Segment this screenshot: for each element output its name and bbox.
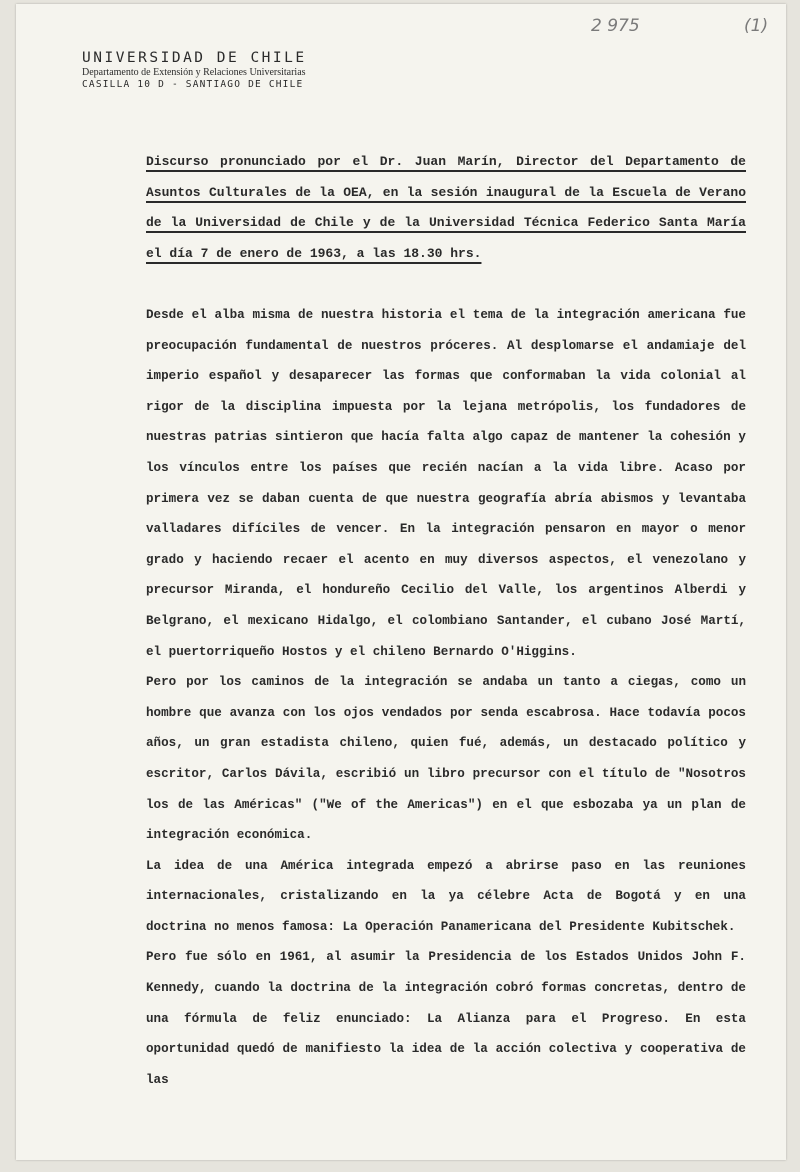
- page-marker: (1): [744, 16, 769, 36]
- paragraph: Pero por los caminos de la integración se andaba un tanto a ciegas, como un hombre que avanza con los ojos vendados por senda escabrosa. Hace todavía pocos años, un gran estadista chileno, quien fué, además, un destacado político y escritor, Carlos Dávila, escribió un libro precursor con el título de "Nosotros los de las Américas" ("We of the Americas") en el que esbozaba ya un plan de integración económica.: [146, 675, 746, 843]
- paragraph: La idea de una América integrada empezó a abrirse paso en las reuniones internacionales, cristalizando en la ya célebre Acta de Bogotá y en una doctrina no menos famosa: La Operación Panamericana del Presidente Kubitschek.: [146, 858, 746, 934]
- speech-body: [146, 300, 746, 1095]
- letterhead-university: UNIVERSIDAD DE CHILE: [82, 50, 307, 66]
- speech-heading: [146, 147, 746, 269]
- letterhead-address: CASILLA 10 D - SANTIAGO DE CHILE: [82, 79, 304, 90]
- speech-heading-text: Discurso pronunciado por el Dr. Juan Marín, Director del Departamento de Asuntos Culturales de la OEA, en la sesión inaugural de la Escuela de Verano de la Universidad de Chile y de la Universidad Técnica Federico Santa María el día 7 de enero de 1963, a las 18.30 hrs.: [146, 154, 746, 261]
- paragraph: Desde el alba misma de nuestra historia el tema de la integración americana fue preocupación fundamental de nuestros próceres. Al desplomarse el andamiaje del imperio español y desaparecer las formas que conformaban la vida colonial al rigor de la disciplina impuesta por la lejana metrópolis, los fundadores de nuestras patrias sintieron que hacía falta algo capaz de mantener la cohesión y los vínculos entre los países que recién nacían a la vida libre. Acaso por primera vez se daban cuenta de que nuestra geografía abría abismos y levantaba valladares difíciles de vencer. En la integración pensaron en mayor o menor grado y haciendo recaer el acento en muy diversos aspectos, el venezolano y precursor Miranda, el hondureño Cecilio del Valle, los argentinos Alberdi y Belgrano, el mexicano Hidalgo, el colombiano Santander, el cubano José Martí, el puertorriqueño Hostos y el chileno Bernardo O'Higgins.: [146, 308, 746, 659]
- paragraph: Pero fue sólo en 1961, al asumir la Presidencia de los Estados Unidos John F. Kennedy, cuando la doctrina de la integración cobró formas concretas, dentro de una fórmula de feliz enunciado: La Alianza para el Progreso. En esta oportunidad quedó de manifiesto la idea de la acción colectiva y cooperativa de las: [146, 950, 746, 1087]
- letterhead-department: Departamento de Extensión y Relaciones Universitarias: [82, 67, 306, 78]
- document-page: [16, 4, 786, 1160]
- letterhead: [82, 50, 307, 90]
- archive-number: 2 975: [591, 16, 640, 36]
